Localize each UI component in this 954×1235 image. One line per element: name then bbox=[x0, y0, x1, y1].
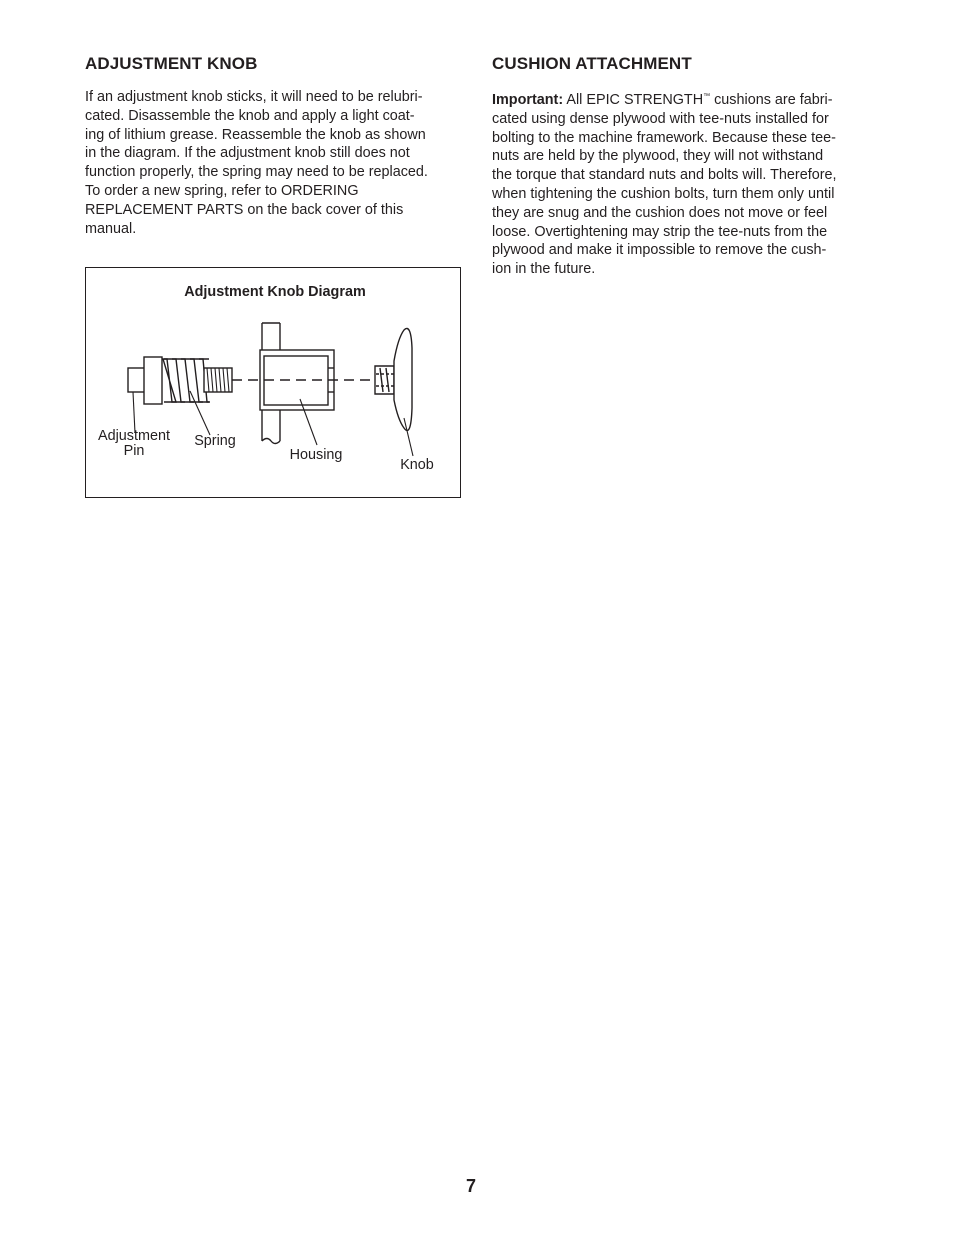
trademark-symbol: ™ bbox=[703, 93, 711, 100]
label-knob: Knob bbox=[400, 457, 434, 473]
knob-shape bbox=[375, 328, 412, 430]
page-number: 7 bbox=[466, 1176, 477, 1196]
cushion-attachment-heading: CUSHION ATTACHMENT bbox=[492, 54, 692, 73]
adjustment-knob-diagram bbox=[85, 267, 461, 498]
pin-collar-shape bbox=[144, 357, 162, 404]
label-housing: Housing bbox=[289, 447, 343, 463]
cushion-attachment-text bbox=[492, 88, 867, 279]
cushion-attachment-section bbox=[492, 54, 867, 279]
adjustment-knob-text: If an adjustment knob sticks, it will need to be relubri- cated. Disassemble the knob and apply a light coat- ing of lithium grease. Reassemble the knob as shown in the diagram. If the adjustment knob still does not function properly, the spring may need to be replaced. To order a new spring, refer to ORDERING REPLACEMENT PARTS on the back cover of this manual. bbox=[85, 89, 428, 237]
label-spring: Spring bbox=[194, 433, 236, 449]
adjustment-knob-heading: ADJUSTMENT KNOB bbox=[85, 54, 258, 73]
diagram-title: Adjustment Knob Diagram bbox=[184, 284, 366, 300]
spring-shape bbox=[163, 359, 210, 402]
label-adjustment-pin: Adjustment Pin bbox=[98, 428, 170, 459]
cushion-body: cushions are fabri- cated using dense plywood with tee-nuts installed for bolting to the machine framework. Because these tee- nuts are held by the plywood, they will not withstand the torque that standard nuts and bolts will. Therefore, when tightening the cushion bolts, turn them only until they are snug and the cushion does not move or feel loose. Overtightening may strip the tee-nuts from the plywood and make it impossible to remove the cush- ion in the future. bbox=[492, 92, 837, 278]
adjustment-knob-section bbox=[85, 54, 465, 238]
leader-pin bbox=[133, 392, 135, 433]
important-label: Important: bbox=[492, 92, 564, 108]
brand-name: All EPIC STRENGTH bbox=[566, 92, 704, 108]
